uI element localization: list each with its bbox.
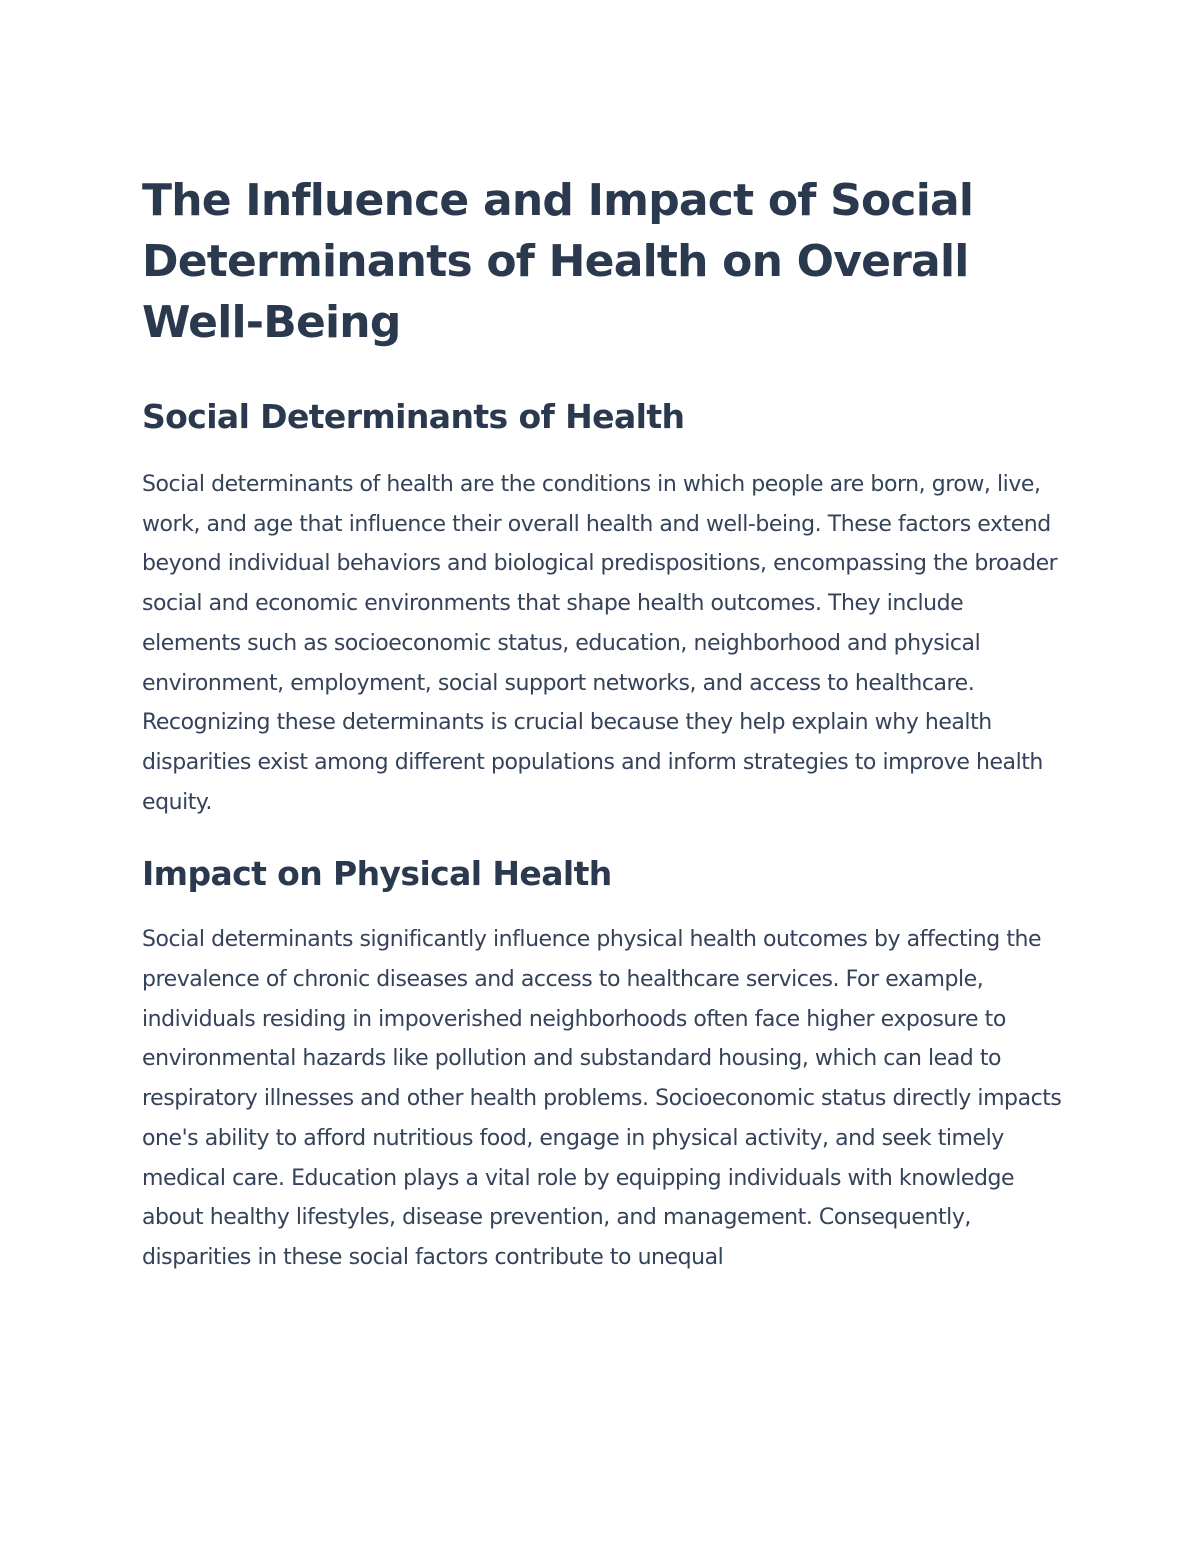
section-physical-health	[142, 852, 1067, 1277]
section-body-social-determinants: Social determinants of health are the conditions in which people are born, grow, live, work, and age that influence their overall health and well-being. These factors extend beyond individual behaviors and biological predispositions, encompassing the broader social and economic environments that shape health outcomes. They include elements such as socioeconomic status, education, neighborhood and physical environment, employment, social support networks, and access to healthcare. Recognizing these determinants is crucial because they help explain why health disparities exist among different populations and inform strategies to improve health equity.	[142, 472, 1058, 815]
document-page	[142, 170, 1067, 1278]
section-social-determinants	[142, 395, 1067, 822]
section-body-physical-health: Social determinants significantly influence physical health outcomes by affecting the prevalence of chronic diseases and access to healthcare services. For example, individuals residing in impoverished neighborhoods often face higher exposure to environmental hazards like pollution and substandard housing, which can lead to respiratory illnesses and other health problems. Socioeconomic status directly impacts one's ability to afford nutritious food, engage in physical activity, and seek timely medical care. Education plays a vital role by equipping individuals with knowledge about healthy lifestyles, disease prevention, and management. Consequently, disparities in these social factors contribute to unequal	[142, 927, 1062, 1270]
section-heading-physical-health: Impact on Physical Health	[142, 854, 612, 894]
document-title: The Influence and Impact of Social Determinants of Health on Overall Well-Being	[142, 175, 974, 348]
section-heading-social-determinants: Social Determinants of Health	[142, 397, 685, 436]
